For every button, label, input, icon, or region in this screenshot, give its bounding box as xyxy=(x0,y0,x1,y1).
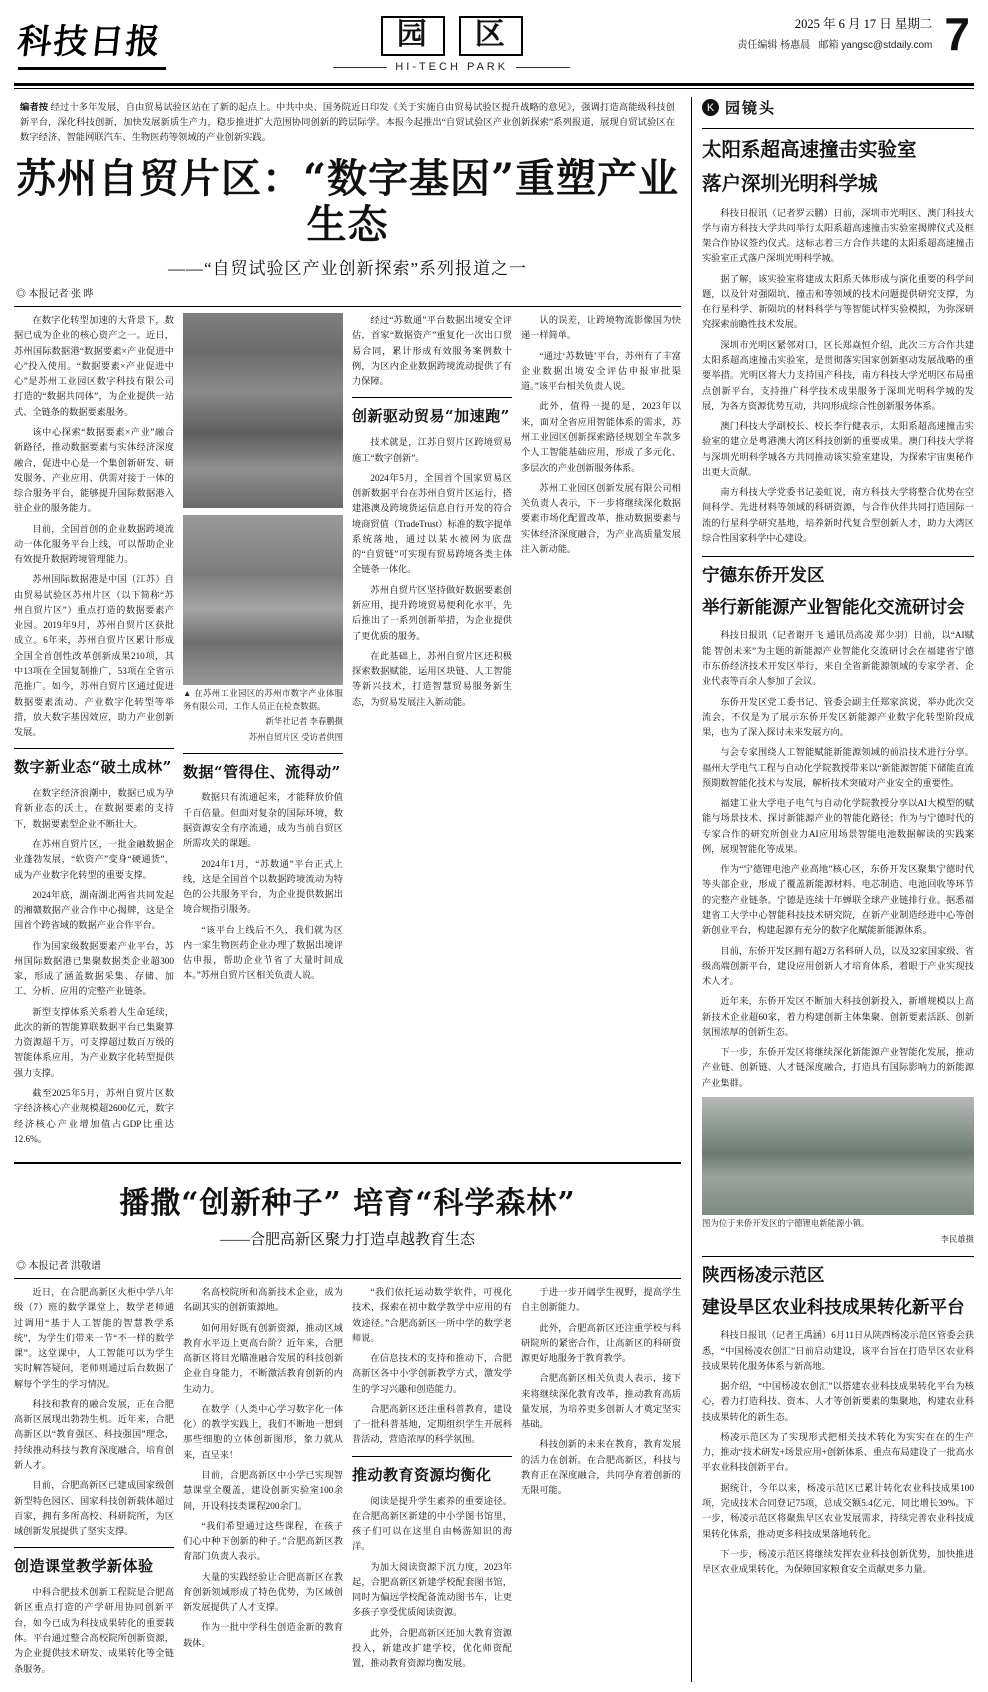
rail-brand-text: 园镜头 xyxy=(725,99,777,117)
lower-divider xyxy=(14,1278,681,1279)
rail-divider-1 xyxy=(702,556,974,557)
paragraph: 此外，合肥高新区还注重学校与科研院所的紧密合作，让高新区的科研资源更好地服务于教育教学。 xyxy=(521,1322,681,1364)
rail-photo-caption: 图为位于来侨开发区的宁德锂电新能源小镇。 xyxy=(702,1218,870,1228)
masthead xyxy=(0,0,988,77)
mail-label: 邮箱 xyxy=(818,40,839,51)
decor-line-right xyxy=(516,67,570,68)
paragraph: 在此基础上，苏州自贸片区还积极探索数据赋能，运用区块链、人工智能等新兴技术，打造智慧贸易服务新生态，为贸易发展注入新动能。 xyxy=(352,650,512,707)
lower-col-3 xyxy=(352,1285,512,1682)
paragraph: 科技日报讯（记者罗云鹏）日前，深圳市光明区、澳门科技大学与南方科技大学共同举行太阳系超高速撞击实验室揭牌仪式及框架合作协议签约仪式。这标志着三方合作共建的太阳系超高速撞击实验室正式落户深圳光明科学城。 xyxy=(702,207,974,264)
main-col-3 xyxy=(352,313,512,1152)
lower-article-columns xyxy=(14,1285,681,1682)
paragraph: 澳门科技大学副校长、校长李行健表示，太阳系超高速撞击实验室的建立是粤港澳大湾区科技创新的重要成果。澳门科技大学将与深圳光明科学城各方共同推动该实验室建设，为探索宇宙奥秘作出更大贡献。 xyxy=(702,421,974,477)
paragraph: 苏州国际数据港是中国（江苏）自由贸易试验区苏州片区（以下简称“苏州自贸片区”）重点打造的数据要素产业园。2019年9月，苏州自贸片区获批成立。6年来，苏州自贸片区累计形成全国全首创性改革创新成果210项，其中13项在全国复制推广，53项在全省示范推广。如今，苏州自贸片区通过促进数据要素流动、产业数字化转型等举措，放大数字基因效应，助力产业创新发展。 xyxy=(14,574,174,738)
main-col-1 xyxy=(14,313,174,1152)
section-title-en-wrap xyxy=(333,61,570,73)
lower-section-heading-1: 创造课堂教学新体验 xyxy=(14,1547,174,1579)
section-heading-1: 数字新业态“破土成林” xyxy=(14,748,174,780)
photo-credit-2: 苏州自贸片区 受访者供图 xyxy=(248,732,343,742)
editor-email: yangsc@stdaily.com xyxy=(841,40,933,51)
lower-byline: ◎ 本报记者 洪敬谱 xyxy=(16,1261,101,1273)
editor-note xyxy=(14,97,681,152)
headline-divider xyxy=(14,306,681,307)
masthead-meta xyxy=(737,14,932,54)
lower-headline: 播撒“创新种子” 培育“科学森林” xyxy=(119,1186,576,1222)
publish-date: 2025 年 6 月 17 日 星期二 xyxy=(794,17,933,31)
paragraph: 大量的实践经验让合肥高新区在教育创新领域形成了特色优势，为区域创新发展提供了人才支撑。 xyxy=(183,1571,343,1613)
editor-name: 杨惠晨 xyxy=(780,40,811,51)
park-lens-icon: K xyxy=(702,99,719,116)
paragraph: 苏州工业园区创新发展有限公司相关负责人表示，下一步将继续深化数据要素市场化配置改革，推动数据要素与实体经济深度融合，为产业高质量发展注入新动能。 xyxy=(521,482,681,554)
paragraph: 在数字化转型加速的大背景下，数据已成为企业的核心资产之一。近日，苏州国际数据港“数据要素×产业促进中心”投入使用。“数据要素×产业促进中心”是苏州工业园区数字科技有限公司打造的“数据共同体”，为企业提供一站式、全链条的数据要素服务。 xyxy=(14,315,174,417)
paragraph: 该中心探索“数据要素×产业”融合新路径，推动数据要素与实体经济深度融合，促进中心是一个集创新研发、研发服务、产业应用、供需对接于一体的综合服务平台，能够提升国际数据港入驻企业的服务能力。 xyxy=(14,427,174,514)
paragraph: “我们依托运动数学软件，可视化技术，探索在初中数学教学中应用的有效途径。”合肥高新区一所中学的数学老师说。 xyxy=(352,1287,512,1343)
rail-headline-line2: 举行新能源产业智能化交流研讨会 xyxy=(702,597,965,618)
section-title-block xyxy=(333,16,570,73)
editor-note-text: 经过十多年发展，自由贸易试验区站在了新的起点上。中共中央、国务院近日印发《关于实施自由贸易试验区提升战略的意见》，强调打造高能级科技创新平台，深化科技创新，加快发展新质生产力，稳步推进扩大范围协同创新的跨层际学。本报今起推出“自贸试验区产业创新探索”系列报道，展现自贸试验区在数字经济、智能网联汽车、生物医药等领域的产业创新实践。 xyxy=(20,103,675,144)
rail-divider-2 xyxy=(702,1256,974,1257)
paragraph: “通过‘苏数链’平台，苏州有了丰富企业数据出境安全评估申报审批渠道。”该平台相关负责人说。 xyxy=(521,350,681,392)
paragraph: 据介绍，“中国杨凌农创汇”以搭建农业科技成果转化平台为核心，着力打造科技、资本、人才等创新要素的集聚地，构建农业科技成果转化的新生态。 xyxy=(702,1381,974,1422)
lower-subhead: ——合肥高新区聚力打造卓越教育生态 xyxy=(219,1232,475,1249)
main-subhead: ——“自贸试验区产业创新探索”系列报道之一 xyxy=(167,259,528,279)
rail-item-shaanxi-platform xyxy=(702,1265,974,1577)
rail-item-solar-impact-lab xyxy=(702,137,974,546)
page-number: 7 xyxy=(944,8,970,60)
logo-underline xyxy=(18,67,166,70)
rail-brand xyxy=(702,97,974,118)
paragraph: 目前，合肥高新区中小学已实现智慧课堂全覆盖，建设创新实验室100余间，开设科技类课程200余门。 xyxy=(183,1469,343,1511)
main-col-2 xyxy=(183,313,343,1152)
rail-brand-divider xyxy=(702,128,974,129)
photo-data-center xyxy=(183,313,343,508)
editor-label: 责任编辑 xyxy=(737,40,778,51)
paragraph: 此外，值得一提的是，2023年以来，面对全省应用智能体系的需求，苏州工业园区创新探索路径规划全车款多个人工智能基础应用，形成了多元化、多层次的产业创新服务体系。 xyxy=(521,401,681,473)
paragraph: 如何用好既有创新资源，推动区域教育水平迈上更高台阶？近年来，合肥高新区将目光瞄准融合发展的科技创新企业自身能力，不断激活教育创新的内生动力。 xyxy=(183,1322,343,1394)
paragraph: 截至2025年5月，苏州自贸片区数字经济核心产业规模超2600亿元，数字经济核心产业增加值占GDP比重达12.6%。 xyxy=(14,1087,174,1144)
paragraph: 合肥高新区还注重科普教育，建设了一批科普基地，定期组织学生开展科普活动，营造浓厚的科学氛围。 xyxy=(352,1403,512,1445)
paragraph: 合肥高新区相关负责人表示，接下来将继续深化教育改革，推动教育高质量发展，为培养更多创新人才奠定坚实基础。 xyxy=(521,1373,681,1430)
paragraph: 据了解，该实验室将建成太阳系天体形成与演化重要的科学问题，以及针对强陨坑、撞击和等领域的技术问题提供研究支撑，为在行星科学、新陨坑的材料科学与等智能试样实验模拟，为弥深研究探索前瞻性技术发展。 xyxy=(702,273,974,330)
paragraph: 在信息技术的支持和推动下，合肥高新区各中小学创新教学方式，激发学生的学习兴趣和创造能力。 xyxy=(352,1353,512,1394)
paragraph: 近日，在合肥高新区火柜中学八年级（7）班的数学课堂上，数学老师通过调用“基于人工智能的智慧教学系统”，为学生们带来一节“不一样的数学课”。这堂课中，人工智能可以为学生实时解答疑问，老师则通过后台数据了解每个学生的学习情况。 xyxy=(14,1287,174,1389)
newspaper-logo xyxy=(15,14,166,70)
paragraph: 于进一步开阔学生视野，提高学生自主创新能力。 xyxy=(521,1287,681,1313)
paragraph: 中科合肥技术创新工程院是合肥高新区重点打造的产学研用协同创新平台，如今已成为科技成果转化的重要载体。平台通过整合高校院所创新资源，为企业提供技术研发、成果转化等全链条服务。 xyxy=(14,1587,174,1674)
paragraph: 近年来，东侨开发区不断加大科技创新投入，新增规模以上高新技术企业超60家，着力构建创新主体集聚、创新要素活跃、创新氛围浓厚的创新生态。 xyxy=(702,996,974,1037)
rail-headline-line1: 太阳系超高速撞击实验室 xyxy=(702,138,917,161)
paragraph: 为加大阅读资源下沉力度，2023年起，合肥高新区新建学校配套图书馆，同时为偏远学校配备流动图书车，让更多孩子享受优质阅读资源。 xyxy=(352,1561,512,1618)
paragraph: 科技日报讯（记者王禹涵）6月11日从陕西杨凌示范区管委会获悉，“中国杨凌农创汇”日前启动建设，该平台旨在打造旱区农业科技成果转化服务体系与新高地。 xyxy=(702,1330,974,1371)
masthead-meta-block xyxy=(737,8,970,60)
paragraph: 东侨开发区党工委书记、管委会副主任郑家滨说，举办此次交流会，不仅是为了展示东侨开发区新能源产业数字化转型阶段成果，也为了深入探讨未来发展方向。 xyxy=(702,696,974,738)
lower-article xyxy=(14,1162,681,1682)
paragraph: 名高校院所和高新技术企业，成为名副其实的创新策源地。 xyxy=(183,1287,343,1313)
paragraph: 2024年底，湖南湖北两省共同发起的湘赣数据产业合作中心揭牌，这是全国首个跨省域的数据产业合作平台。 xyxy=(14,889,174,931)
paragraph: 与会专家围绕人工智能赋能新能源领域的前沿技术进行分享。福州大学电气工程与自动化学院教授带来以“新能源智能下储能直流预期数智能化技术与发展，解析技术突破对产业安全的重要性。 xyxy=(702,747,974,788)
section-heading-3: 创新驱动贸易“加速跑” xyxy=(352,397,512,429)
paragraph: 作为一批中学科生创造金新的教育载体。 xyxy=(183,1622,343,1648)
paragraph: 新型支撑体系关系着人生命延续，此次的新的智能算联数据平台已集聚算力资源超千万，可支撑超过数百万级的智能体系应用，为产业数字化转型提供强力支撑。 xyxy=(14,1006,174,1078)
paragraph: 目前，合肥高新区已建成国家级创新型特色园区、国家科技创新载体超过百家，拥有多所高校、科研院所，为区域创新发展提供了坚实支撑。 xyxy=(14,1480,174,1537)
paragraph: 阅读是提升学生素养的重要途径。在合肥高新区新建的中小学图书馆里，孩子们可以在这里自由畅游知识的海洋。 xyxy=(352,1495,512,1552)
rail-photo-credit: 李民雄摄 xyxy=(940,1234,974,1244)
photo-industrial-park xyxy=(183,515,343,685)
paragraph: 据统计，今年以来，杨凌示范区已累计转化农业科技成果100项，完成技术合同登记75项，总成交额5.4亿元，同比增长39%。下一步，杨凌示范区将聚焦旱区农业发展需求，持续完善农业科技成果转化体系，推动更多科技成果落地转化。 xyxy=(702,1482,974,1539)
paragraph: 2024年1月，“苏数通”平台正式上线，这是全国首个以数据跨境流动为特色的公共服务平台，为企业提供数据出境合规指引服务。 xyxy=(183,858,343,915)
lower-col-2 xyxy=(183,1285,343,1682)
lower-col-1 xyxy=(14,1285,174,1682)
paragraph: 杨凌示范区为了实现形式把相关技术转化为实实在在的生产力，推动“技术研发+场景应用+创新体系、重点布局建设了一批高水平农业科技创新平台。 xyxy=(702,1431,974,1473)
logo-text: 科技日报 xyxy=(15,22,164,62)
paragraph: 认的误差，让跨境物流影像国为快递一样简单。 xyxy=(521,315,681,341)
rail-headline-line1: 陕西杨凌示范区 xyxy=(702,1266,825,1287)
paragraph: 下一步，东侨开发区将继续深化新能源产业智能化发展，推动产业链、创新链、人才链深度融合，打造具有国际影响力的新能源产业集群。 xyxy=(702,1047,974,1088)
paragraph: 技术就是，江苏自贸片区跨境贸易施工“数字创新”。 xyxy=(352,437,512,463)
section-title-en: HI-TECH PARK xyxy=(395,61,509,73)
editor-note-label: 编者按 xyxy=(20,103,49,113)
main-col-4 xyxy=(521,313,681,1152)
paragraph: 数据只有流通起来，才能释放价值千百倍量。但面对复杂的国际环境，数据资源安全有序流通，成为当前自贸区所需攻关的课题。 xyxy=(183,792,343,849)
rail-body xyxy=(702,206,974,547)
paragraph: 经过“苏数通”平台数据出境安全评估，首家“数据资产”重复化一次出口贸易合同，累计形成有效服务案例数十例，为区内企业数据跨境流动提供了有力保障。 xyxy=(352,315,512,387)
rail-headline-line2: 建设旱区农业科技成果转化新平台 xyxy=(702,1297,965,1318)
paragraph: 深圳市光明区紧邻对口，区长郑焱恒介绍，此次三方合作共建太阳系超高速撞击实验室，是贯彻落实国家创新驱动发展战略的重要举措。光明区将大力支持国产科技，南方科技大学光明区布局重点创新平台，支持推广科学技术成果服务于深圳光明科学城的发展，为各方资源优势互动，共同形成综合性创新服务体系。 xyxy=(702,339,974,411)
main-article-columns xyxy=(14,313,681,1152)
paragraph: 南方科技大学党委书记姜虹说，南方科技大学将整合优势在空间科学、先进材料等领域的科研资源，与合作伙伴共同打造国际一流的行星科学研究基地，培养新时代复合型创新人才，助力大湾区综合性国家科学中心建设。 xyxy=(702,487,974,543)
paragraph: 目前，全国首创的企业数据跨境流动一体化服务平台上线，可以帮助企业有效提升数据跨境管理能力。 xyxy=(14,523,174,565)
paragraph: 在数字经济浪潮中，数据已成为孕育新业态的沃土，在数据要素的支持下，数据要素型企业不断壮大。 xyxy=(14,788,174,829)
paragraph: “我们希望通过这些课程，在孩子们心中种下创新的种子。”合肥高新区教育部门负责人表示。 xyxy=(183,1520,343,1562)
paragraph: 下一步，杨凌示范区将继续发挥农业科技创新优势，加快推进旱区农业成果转化，为保障国家粮食安全贡献更多力量。 xyxy=(702,1548,974,1575)
section-title-right: 区 xyxy=(459,16,523,56)
paragraph: “该平台上线后不久，我们就为区内一家生物医药企业办理了数据出境评估申报，帮助企业节省了大量时间成本。”苏州自贸片区相关负责人说。 xyxy=(183,924,343,981)
photo-ningde-town xyxy=(702,1097,974,1215)
section-heading-2: 数据“管得住、流得动” xyxy=(183,753,343,785)
photo-caption-1: ▲ 在苏州工业园区的苏州市数字产业体服务有限公司，工作人员正在检查数据。 xyxy=(183,689,343,711)
paragraph: 目前，东侨开发区拥有超2万名科研人员，以及32家国家级、省级高端创新平台，建设应用创新人才培育体系，着眼于产业实现技术人才。 xyxy=(702,945,974,987)
main-headline: 苏州自贸片区：“数字基因”重塑产业生态 xyxy=(15,155,679,249)
paragraph: 福建工业大学电子电气与自动化学院教授分享以AI大模型的赋能与场景技术、探讨新能源产业的智能化路径；作为与宁德时代的专家合作的研究所创业力AI应用场景智能电池数据解读的实践案例，展现智能化等成果。 xyxy=(702,798,974,854)
right-rail xyxy=(691,97,974,1682)
photo-credit-1: 新华社记者 李春鹏摄 xyxy=(265,717,343,727)
rail-body xyxy=(702,1328,974,1577)
paragraph: 2024年5月，全国首个国家贸易区创新数据平台在苏州自贸片区运行，搭建港澳及跨境货运信息自行开发的符合境商贸值（TradeTrust）标准的数字提单系统落地，通过以某水被网为底盘的“自贸链”可实现有贸易跨境各类主体全链条一体化。 xyxy=(352,472,512,575)
paragraph: 科技创新的未来在教育，教育发展的活力在创新。在合肥高新区，科技与教育正在深度融合，共同孕育着创新的无限可能。 xyxy=(521,1439,681,1496)
rail-item-ningde-seminar xyxy=(702,565,974,1246)
lower-col-4 xyxy=(521,1285,681,1682)
rail-headline-line2: 落户深圳光明科学城 xyxy=(702,172,878,196)
paragraph: 作为“宁德锂电池产业高地”核心区，东侨开发区聚集宁德时代等头部企业，形成了覆盖新能源材料、电芯制造、电池回收等环节的完整产业链条。宁德是连续十年蝉联全球产业链排行业。据悉福建省工大学中心智能科技技术研究院，在新产业制造经进中心等创新创业平台，构建起源有充分的数字化赋能新能源体系。 xyxy=(702,864,974,936)
rail-headline-line1: 宁德东侨开发区 xyxy=(702,566,825,587)
paragraph: 在数学（人类中心学习数字化一体化）的教学实践上，我们不断地一想到那些细胞的立体创新图形，象力就从来，直呈来！ xyxy=(183,1403,343,1460)
lower-section-heading-2: 推动教育资源均衡化 xyxy=(352,1456,512,1488)
masthead-rule-thick xyxy=(14,83,974,86)
paragraph: 在苏州自贸片区，一批金融数据企业蓬勃发展，“软资产”变身“硬通货”，成为产业数字化转型的重要支撑。 xyxy=(14,839,174,880)
rail-body xyxy=(702,628,974,1090)
page-body xyxy=(0,89,988,1692)
left-column xyxy=(14,97,681,1682)
paragraph: 此外，合肥高新区还加大教育资源投入，新建改扩建学校，优化师资配置，推动教育资源均衡发展。 xyxy=(352,1627,512,1669)
paragraph: 苏州自贸片区坚持做好数据要素创新应用，提升跨境贸易便利化水平，先后推出了一系列创新举措，为企业提供了更优质的服务。 xyxy=(352,584,512,641)
section-title-left: 园 xyxy=(381,16,445,56)
paragraph: 作为国家级数据要素产业平台，苏州国际数据港已集聚数据类企业超300家，形成了涵盖数据采集、存储、加工、分析、应用的完整产业链条。 xyxy=(14,940,174,997)
paragraph: 科技和教育的融合发展，正在合肥高新区展现出勃勃生机。近年来，合肥高新区以“教育强区、科技强国”理念，持续推动科技与教育深度融合，培育创新人才。 xyxy=(14,1398,174,1470)
decor-line-left xyxy=(333,67,387,68)
paragraph: 科技日报讯（记者谢开飞 通讯员高凌 郑少羽）日前，以“AI赋能 智创未来”为主题的新能源产业智能化交流研讨会在福建省宁德市东侨经济技术开发区举行，来自全省新能源领域的专家学者、企业代表等百余人参加了会议。 xyxy=(702,630,974,687)
main-byline: ◎ 本报记者 张 晔 xyxy=(16,289,94,301)
